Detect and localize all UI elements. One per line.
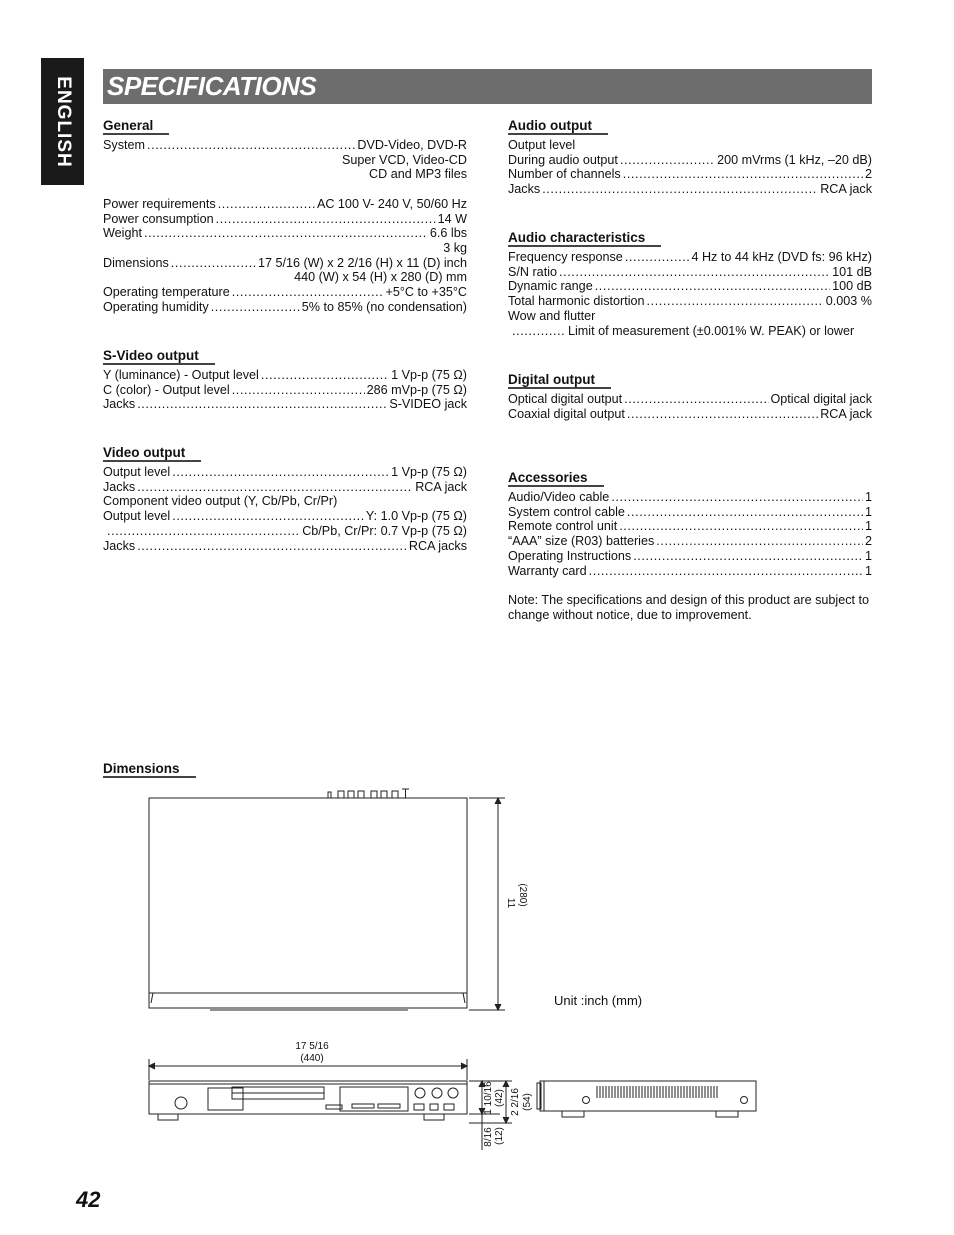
depth-inch-label: 11 [505, 897, 516, 909]
foot-height-mm-label: (12) [494, 1127, 505, 1145]
spec-row: Dimensions ..... 17 5/16 (W) x 2 2/16 (H) x 11 (D) inch [103, 256, 467, 271]
dimensions-heading: Dimensions [103, 761, 196, 778]
side-view-drawing [537, 1081, 756, 1117]
spec-row: Total harmonic distortion ..... 0.003 % [508, 294, 872, 309]
page-title: SPECIFICATIONS [107, 71, 317, 101]
page-number: 42 [76, 1187, 101, 1212]
total-height-inch-label: 2 2/16 [510, 1088, 521, 1116]
spec-row: Jacks ..... RCA jacks [103, 539, 467, 554]
accessory-row: “AAA” size (R03) batteries ..... 2 [508, 534, 872, 549]
spec-row: S/N ratio ..... 101 dB [508, 265, 872, 280]
section-heading: Audio output [508, 118, 608, 135]
width-mm-label: (440) [300, 1053, 324, 1064]
section-heading: Audio characteristics [508, 230, 661, 247]
note-text: Note: The specifications and design of this product are subject to change without notice, due to improvement. [508, 592, 870, 622]
section-heading: Digital output [508, 372, 611, 389]
spec-row: Jacks ..... RCA jack [103, 480, 467, 495]
spec-row: Power requirements ..... AC 100 V- 240 V, 50/60 Hz [103, 197, 467, 212]
spec-row: Jacks ..... RCA jack [508, 182, 872, 197]
top-view-drawing [149, 789, 505, 1010]
accessory-row: Operating Instructions ..... 1 [508, 549, 872, 564]
spec-row: Output level ..... Y: 1.0 Vp-p (75 Ω) [103, 509, 467, 524]
spec-row: Weight ..... 6.6 lbs [103, 226, 467, 241]
spec-row: Frequency response ..... 4 Hz to 44 kHz (DVD fs: 96 kHz) [508, 250, 872, 265]
section-heading: Accessories [508, 470, 604, 487]
spec-row: ..... Cb/Pb, Cr/Pr: 0.7 Vp-p (75 Ω) [103, 524, 467, 539]
spec-label: Component video output (Y, Cb/Pb, Cr/Pr) [103, 494, 338, 509]
spec-row: Operating temperature ..... +5°C to +35°C [103, 285, 467, 300]
spec-row: Y (luminance) - Output level ..... 1 Vp-p (75 Ω) [103, 368, 467, 383]
spec-value: Super VCD, Video-CD [341, 152, 467, 167]
unit-note: Unit :inch (mm) [554, 993, 643, 1008]
width-inch-label: 17 5/16 [295, 1041, 329, 1052]
accessory-row: System control cable ..... 1 [508, 505, 872, 520]
spec-row: System ..... DVD-Video, DVD-R [103, 138, 467, 153]
spec-row: C (color) - Output level ..... 286 mVp-p (75 Ω) [103, 383, 467, 398]
side-vent-grille [597, 1086, 717, 1098]
spec-value: 3 kg [443, 240, 467, 255]
accessory-row: Audio/Video cable ..... 1 [508, 490, 872, 505]
spec-row: Coaxial digital output ..... RCA jack [508, 407, 872, 422]
spec-label: Output level [508, 138, 576, 152]
spec-row: Operating humidity ..... 5% to 85% (no condensation) [103, 300, 467, 315]
spec-row: Power consumption ..... 14 W [103, 212, 467, 227]
accessory-row: Remote control unit ..... 1 [508, 519, 872, 534]
total-height-mm-label: (54) [522, 1093, 533, 1111]
spec-row: During audio output ..... 200 mVrms (1 kHz, –20 dB) [508, 153, 872, 168]
front-view-drawing [149, 1081, 512, 1150]
body-height-inch-label: 1 10/16 [483, 1081, 494, 1115]
spec-row: Number of channels ..... 2 [508, 167, 872, 182]
spec-row: ..... Limit of measurement (±0.001% W. PEAK) or lower [508, 324, 872, 339]
spec-row: Optical digital output ..... Optical digital jack [508, 392, 872, 407]
language-tab-label: ENGLISH [52, 75, 74, 168]
spec-row: Dynamic range ..... 100 dB [508, 279, 872, 294]
spec-row: Jacks ..... S-VIDEO jack [103, 397, 467, 412]
section-heading: Video output [103, 445, 201, 462]
accessory-row: Warranty card ..... 1 [508, 564, 872, 579]
spec-row: Output level ..... 1 Vp-p (75 Ω) [103, 465, 467, 480]
body-height-mm-label: (42) [494, 1089, 505, 1107]
section-heading: General [103, 118, 169, 135]
depth-mm-label: (280) [517, 883, 528, 907]
spec-value: 440 (W) x 54 (H) x 280 (D) mm [294, 270, 467, 285]
foot-height-inch-label: 8/16 [483, 1127, 494, 1147]
spec-label: Wow and flutter [508, 308, 596, 323]
spec-value: CD and MP3 files [369, 167, 467, 182]
section-heading: S-Video output [103, 348, 215, 365]
